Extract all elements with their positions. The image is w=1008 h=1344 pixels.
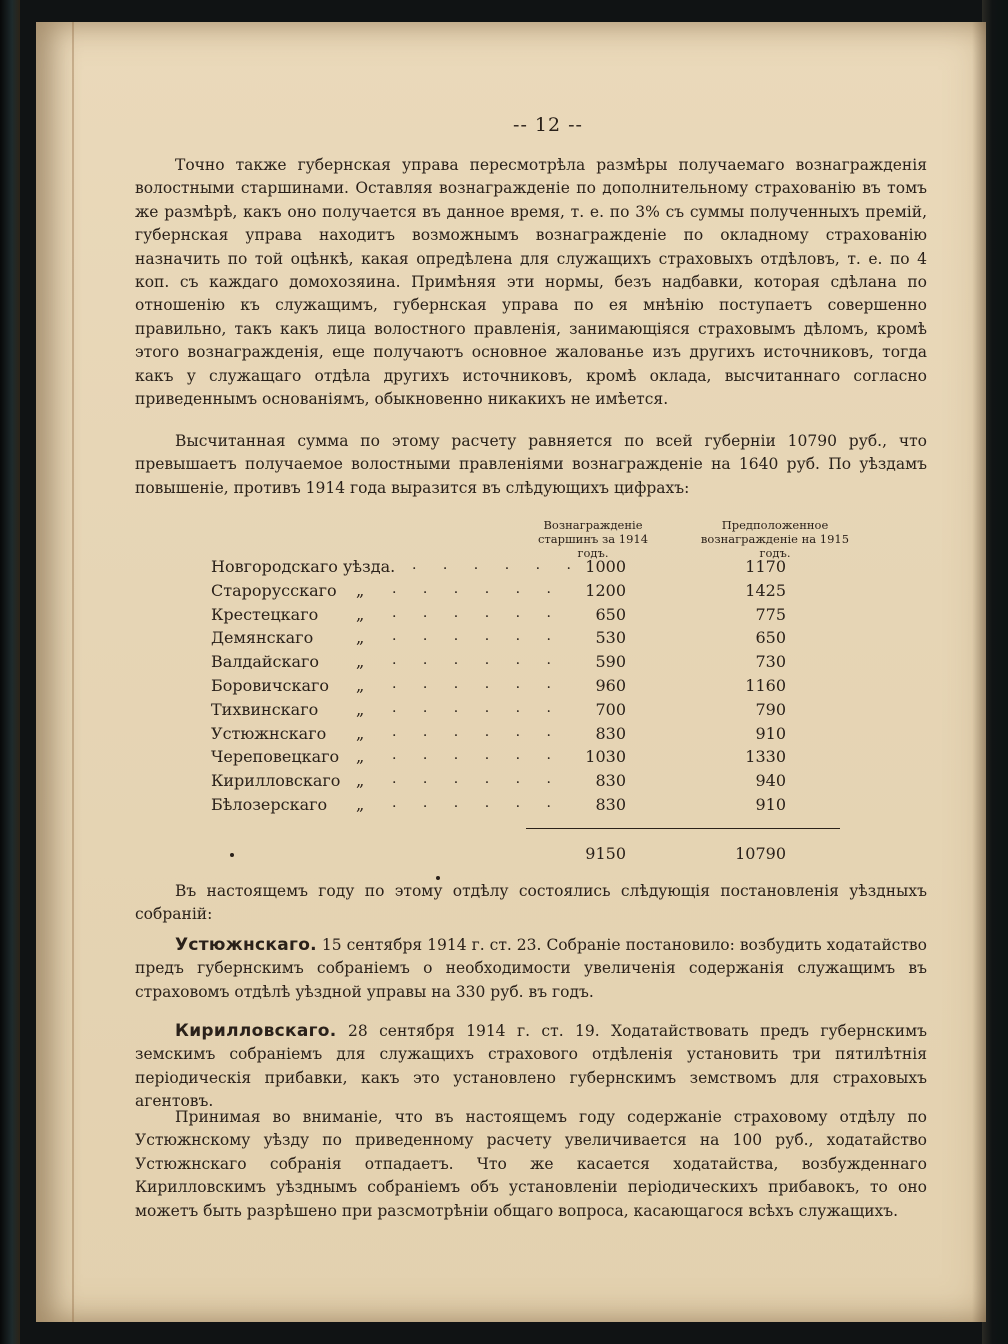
value-1914: 960 <box>595 676 626 695</box>
district-name: Бѣлозерскаго <box>211 795 328 814</box>
page-number: -- 12 -- <box>513 114 583 136</box>
district-name: Кирилловскаго <box>211 771 341 791</box>
value-1915: 910 <box>755 795 786 814</box>
district-name: Череповецкаго <box>211 747 340 767</box>
leader-dots: . . . . . . <box>392 676 562 692</box>
district-name: Боровичскаго <box>211 676 330 695</box>
value-1915: 775 <box>755 604 786 624</box>
value-1914: 650 <box>595 604 626 624</box>
ditto-mark: „ <box>356 795 365 814</box>
value-1914: 590 <box>595 652 626 672</box>
total-1915: 10790 <box>735 844 786 863</box>
ditto-mark: „ <box>356 723 365 743</box>
district-name: Демянскаго <box>211 628 314 648</box>
scan-left-edge <box>0 0 20 1344</box>
resolution-lead-ustyuzhna: Устюжнскаго. <box>175 935 317 955</box>
ditto-mark: „ <box>356 580 365 600</box>
value-1915: 1330 <box>745 747 786 767</box>
value-1914: 530 <box>595 628 626 648</box>
value-1915: 1160 <box>745 676 786 695</box>
resolution-text-ustyuzhna: 15 сентября 1914 г. ст. 23. Собраніе постановило: возбудить ходатайство предъ губернскимъ собраніемъ о необходимости увеличенія содержанія служащимъ въ страховомъ отдѣлѣ уѣздной управы на 330 руб. въ годъ. <box>135 936 927 1001</box>
leader-dots: . . . . . . <box>392 771 562 788</box>
leader-dots: . . . . . . <box>392 580 562 597</box>
district-name: Устюжнскаго <box>211 723 327 743</box>
value-1915: 940 <box>755 771 786 791</box>
paragraph-resolutions-intro: Въ настоящемъ году по этому отдѣлу состоялись слѣдующія постановленія уѣздныхъ собраній: <box>135 882 927 924</box>
district-name: Валдайскаго <box>211 652 320 672</box>
leader-dots: . . . . . . <box>392 747 562 764</box>
ditto-mark: „ <box>356 604 365 624</box>
ditto-mark: „ <box>356 747 365 767</box>
value-1915: 650 <box>755 628 786 648</box>
resolution-lead-kirillov: Кирилловскаго. <box>175 1021 337 1041</box>
value-1915: 910 <box>755 723 786 743</box>
column-header-1914: Вознагражденіе старшинъ за 1914 годъ. <box>537 518 649 560</box>
paragraph-ustyuzhna-resolution <box>135 934 927 1004</box>
value-1915: 1425 <box>745 580 786 600</box>
leader-dots: . . . . . . <box>392 652 562 669</box>
leader-dots: . . . . . . <box>412 557 582 573</box>
value-1915: 1170 <box>745 557 786 576</box>
value-1915: 790 <box>755 699 786 719</box>
paragraph-calculated-sum: Высчитанная сумма по этому расчету равняется по всей губерніи 10790 руб., что превышаетъ получаемое волостными правленіями вознагражденіе на 1640 руб. По уѣздамъ повышеніе, противъ 1914 года выразится въ слѣдующихъ цифрахъ: <box>135 432 927 497</box>
leader-dots: . . . . . . <box>392 604 562 621</box>
ditto-mark: „ <box>356 699 365 719</box>
district-name: Старорусскаго <box>211 580 337 600</box>
paragraph-conclusion: Принимая во вниманіе, что въ настоящемъ году содержаніе страховому отдѣлу по Устюжнскому уѣзду по приведенному расчету увеличивается на 100 руб., ходатайство Устюжнскаго собранія отпадаетъ. Что же касается ходатайства, возбужденнаго Кирилловскимъ уѣзднымъ собраніемъ объ установленіи періодическихъ прибавокъ, то оно можетъ быть разрѣшено при разсмотрѣніи общаго вопроса, касающагося всѣхъ служащихъ. <box>135 1108 927 1220</box>
ink-speck <box>230 853 234 857</box>
leader-dots: . . . . . . <box>392 699 562 716</box>
leader-dots: . . . . . . <box>392 628 562 645</box>
leader-dots: . . . . . . <box>392 723 562 740</box>
value-1914: 700 <box>595 699 626 719</box>
paragraph-remuneration-review: Точно также губернская управа пересмотрѣла размѣры получаемаго вознагражденія волостными старшинами. Оставляя вознагражденіе по дополнительному страхованію въ томъ же размѣрѣ, какъ оно получается въ данное время, т. е. по 3% съ суммы полученныхъ премій, губернская управа находитъ возможнымъ вознагражденіе по окладному страхованію назначить по той оцѣнкѣ, какая опредѣлена для служащихъ страховыхъ отдѣловъ, т. е. по 4 коп. съ каждаго домохозяина. Примѣняя эти нормы, безъ надбавки, которая сдѣлана по отношенію къ служащимъ, губернская управа по ея мнѣнію поступаетъ совершенно правильно, такъ какъ лица волостного правленія, занимающіяся страховымъ дѣломъ, кромѣ этого вознагражденія, еще получаютъ основное жалованье изъ другихъ источниковъ, тогда какъ у служащаго отдѣла другихъ источниковъ, кромѣ оклада, высчитаннаго согласно приведеннымъ основаніямъ, обыкновенно никакихъ не имѣется. <box>135 156 927 409</box>
value-1914: 830 <box>595 771 626 791</box>
value-1914: 830 <box>595 795 626 814</box>
value-1914: 1000 <box>585 557 626 576</box>
page-gutter-line <box>72 22 74 1322</box>
ink-speck <box>436 876 440 880</box>
district-name: Крестецкаго <box>211 604 319 624</box>
value-1915: 730 <box>755 652 786 672</box>
value-1914: 1200 <box>585 580 626 600</box>
ditto-mark: „ <box>356 676 365 695</box>
district-name: Новгородскаго уѣзда. <box>211 557 396 576</box>
resolution-text-kirillov: 28 сентября 1914 г. ст. 19. Ходатайствовать предъ губернскимъ земскимъ собраніемъ для служащихъ страхового отдѣленія установить три пятилѣтнія періодическія прибавки, какъ это установлено губернскимъ земствомъ для страховыхъ агентовъ. <box>135 1022 927 1111</box>
total-1914: 9150 <box>585 844 626 863</box>
district-name: Тихвинскаго <box>211 699 319 719</box>
value-1914: 1030 <box>585 747 626 767</box>
ditto-mark: „ <box>356 771 365 791</box>
paragraph-kirillov-resolution <box>135 1020 927 1114</box>
ditto-mark: „ <box>356 628 365 648</box>
value-1914: 830 <box>595 723 626 743</box>
ditto-mark: „ <box>356 652 365 672</box>
leader-dots: . . . . . . <box>392 795 562 811</box>
column-header-1915: Предположенное вознагражденіе на 1915 годъ. <box>700 518 850 560</box>
